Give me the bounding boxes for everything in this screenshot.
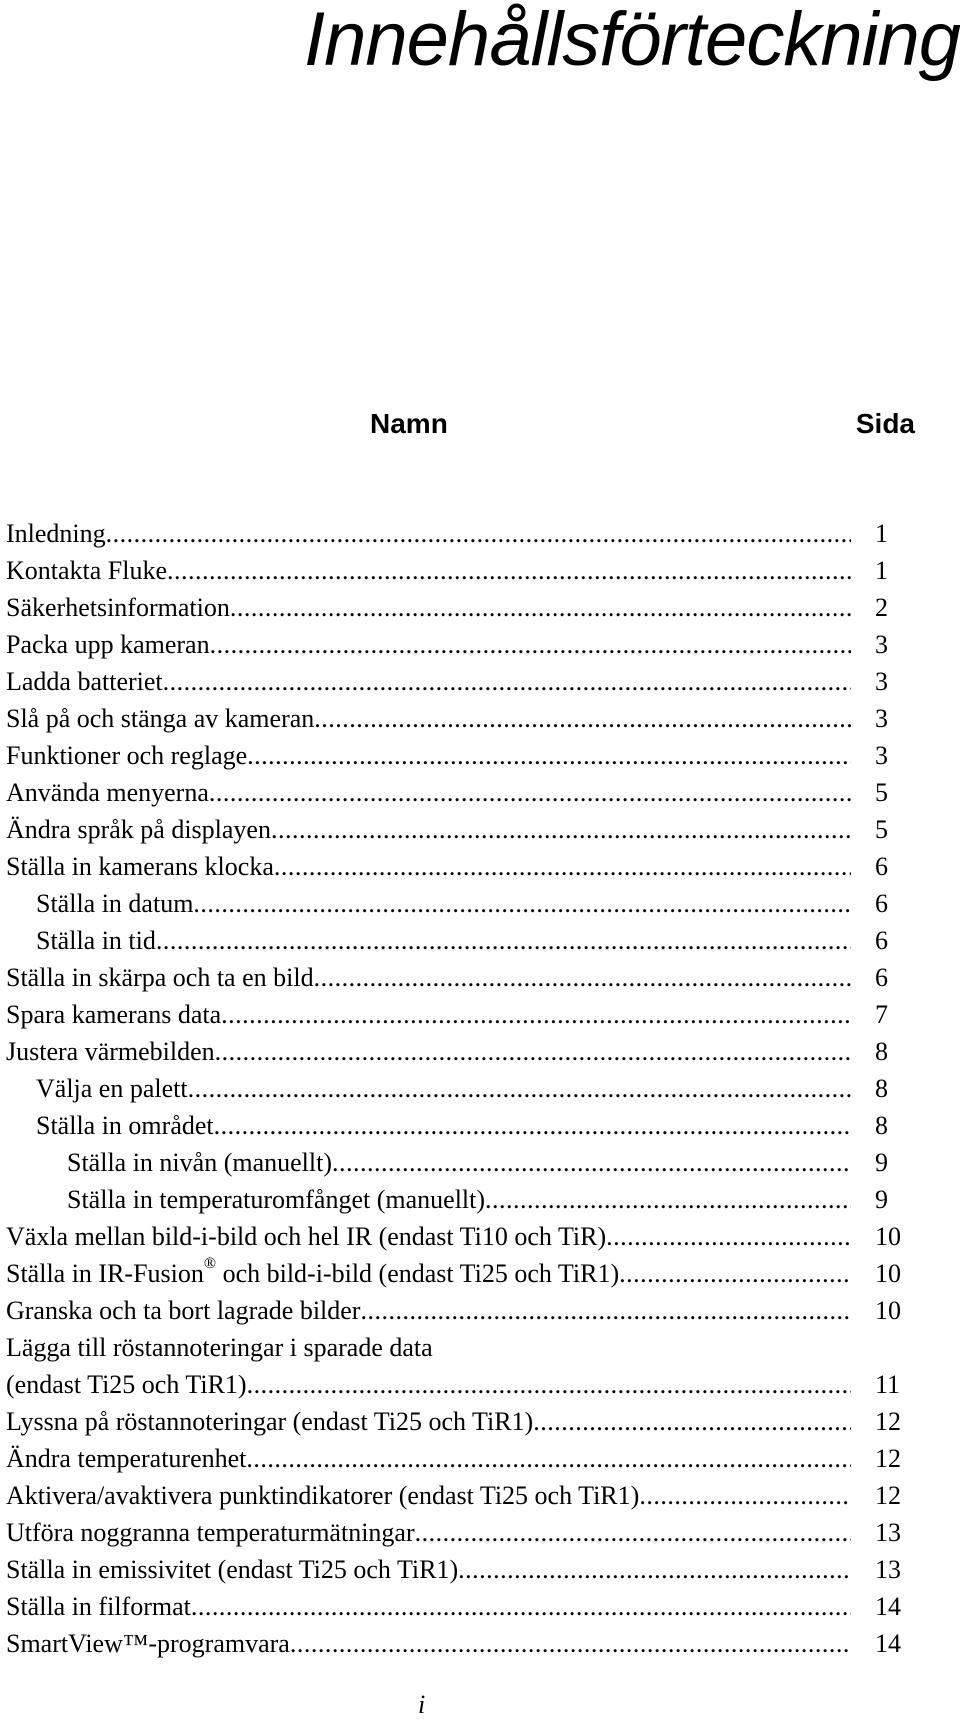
dot-leader bbox=[214, 1107, 851, 1144]
dot-leader bbox=[314, 700, 851, 737]
dot-leader bbox=[221, 996, 851, 1033]
registered-mark: ® bbox=[203, 1255, 217, 1273]
toc-entry[interactable] bbox=[0, 552, 960, 589]
dot-leader bbox=[209, 774, 851, 811]
dot-leader bbox=[533, 1403, 851, 1440]
toc-entry[interactable] bbox=[0, 1366, 960, 1403]
toc-entry-page: 12 bbox=[875, 1481, 901, 1510]
toc-entry-page: 9 bbox=[875, 1148, 888, 1177]
toc-entry[interactable] bbox=[0, 1625, 960, 1662]
dot-leader bbox=[215, 1033, 851, 1070]
toc-entry-page: 5 bbox=[875, 778, 888, 807]
toc-entry-label: Spara kamerans data bbox=[6, 1000, 222, 1029]
toc-entry-label: Ställa in temperaturomfånget (manuellt) bbox=[67, 1185, 486, 1214]
toc-entry[interactable] bbox=[0, 1514, 960, 1551]
toc-entry[interactable] bbox=[0, 996, 960, 1033]
toc-entry-page: 10 bbox=[875, 1222, 901, 1251]
toc-entry-label: Justera värmebilden bbox=[6, 1037, 215, 1066]
toc-entry-label: Ställa in filformat bbox=[6, 1592, 191, 1621]
dot-leader bbox=[274, 848, 851, 885]
toc-entry-label: Ställa in tid bbox=[36, 926, 156, 955]
toc-entry[interactable] bbox=[0, 737, 960, 774]
toc-entry-label: Kontakta Fluke bbox=[6, 556, 168, 585]
dot-leader bbox=[106, 515, 851, 552]
toc-entry-label: Ställa in nivån (manuellt) bbox=[67, 1148, 332, 1177]
dot-leader bbox=[314, 959, 851, 996]
dot-leader bbox=[619, 1255, 851, 1292]
dot-leader bbox=[193, 885, 851, 922]
page-number: i bbox=[418, 1690, 426, 1719]
toc-entry-page: 10 bbox=[875, 1259, 901, 1288]
toc-entry[interactable] bbox=[0, 1477, 960, 1514]
toc-entry-page: 6 bbox=[875, 889, 888, 918]
toc-entry-page: 9 bbox=[875, 1185, 888, 1214]
column-header-page: Sida bbox=[855, 408, 915, 439]
toc-entry-label: Aktivera/avaktivera punktindikatorer (endast Ti25 och TiR1) bbox=[6, 1481, 640, 1510]
toc-entry[interactable] bbox=[0, 515, 960, 552]
dot-leader bbox=[360, 1292, 851, 1329]
toc-entry[interactable] bbox=[0, 700, 960, 737]
toc-entry-page: 1 bbox=[875, 519, 888, 548]
toc-entry-label: Ställa in kamerans klocka bbox=[6, 852, 274, 881]
toc-entry-label: Växla mellan bild-i-bild och hel IR (endast Ti10 och TiR) bbox=[6, 1222, 607, 1251]
toc-entry-label: Välja en palett bbox=[36, 1074, 188, 1103]
toc-entry-label-line1: Lägga till röstannoteringar i sparade data bbox=[6, 1333, 433, 1362]
toc-entry-label: Använda menyerna bbox=[6, 778, 209, 807]
dot-leader bbox=[191, 1588, 851, 1625]
toc-subentry[interactable] bbox=[0, 1181, 960, 1218]
dot-leader bbox=[163, 663, 851, 700]
toc-entry-label: Lyssna på röstannoteringar (endast Ti25 och TiR1) bbox=[6, 1407, 534, 1436]
toc-entry-label: Packa upp kameran bbox=[6, 630, 210, 659]
dot-leader bbox=[332, 1144, 851, 1181]
toc-entry-page: 8 bbox=[875, 1111, 888, 1140]
toc-entry-page: 14 bbox=[875, 1592, 901, 1621]
toc-entry-label: Inledning bbox=[6, 519, 106, 548]
toc-entry-page: 7 bbox=[875, 1000, 888, 1029]
toc-entry-page: 6 bbox=[875, 926, 888, 955]
toc-entry[interactable] bbox=[0, 1588, 960, 1625]
toc-entry-label: Ställa in skärpa och ta en bild bbox=[6, 963, 314, 992]
toc-entry-page: 8 bbox=[875, 1074, 888, 1103]
toc-entry[interactable] bbox=[0, 1255, 960, 1292]
dot-leader bbox=[247, 737, 851, 774]
dot-leader bbox=[188, 1070, 851, 1107]
toc-entry-label: Ställa in området bbox=[36, 1111, 214, 1140]
toc-entry-label: Ställa in emissivitet (endast Ti25 och TiR1) bbox=[6, 1555, 459, 1584]
toc-subentry[interactable] bbox=[0, 885, 960, 922]
toc-entry-page: 13 bbox=[875, 1555, 901, 1584]
toc-entry-page: 12 bbox=[875, 1444, 901, 1473]
toc-entry-label: Ladda batteriet bbox=[6, 667, 163, 696]
toc-entry-label: Säkerhetsinformation bbox=[6, 593, 230, 622]
toc-entry-label: Ändra temperaturenhet bbox=[6, 1444, 247, 1473]
dot-leader bbox=[639, 1477, 851, 1514]
table-of-contents bbox=[0, 515, 960, 1662]
toc-entry[interactable] bbox=[0, 1403, 960, 1440]
toc-entry-label: Ställa in IR-Fusion® och bild-i-bild (endast Ti25 och TiR1) bbox=[6, 1255, 620, 1288]
toc-entry-label: (endast Ti25 och TiR1) bbox=[6, 1370, 247, 1399]
toc-entry-page: 1 bbox=[875, 556, 888, 585]
dot-leader bbox=[247, 1366, 851, 1403]
toc-entry-label: Utföra noggranna temperaturmätningar bbox=[6, 1518, 415, 1547]
toc-entry[interactable] bbox=[0, 1440, 960, 1477]
toc-entry-label: Funktioner och reglage bbox=[6, 741, 248, 770]
toc-entry-label: SmartView™-programvara bbox=[6, 1629, 290, 1658]
toc-entry-page: 11 bbox=[875, 1370, 901, 1399]
toc-entry-page: 3 bbox=[875, 704, 888, 733]
toc-entry[interactable] bbox=[0, 1033, 960, 1070]
dot-leader bbox=[230, 589, 851, 626]
toc-entry[interactable] bbox=[0, 589, 960, 626]
toc-entry[interactable] bbox=[0, 626, 960, 663]
toc-entry-page: 2 bbox=[875, 593, 888, 622]
toc-entry-label: Ändra språk på displayen bbox=[6, 815, 271, 844]
toc-entry[interactable] bbox=[0, 848, 960, 885]
dot-leader bbox=[167, 552, 851, 589]
dot-leader bbox=[271, 811, 851, 848]
column-header-name: Namn bbox=[370, 408, 448, 439]
toc-entry-page: 14 bbox=[875, 1629, 901, 1658]
dot-leader bbox=[485, 1181, 851, 1218]
toc-entry-page: 6 bbox=[875, 963, 888, 992]
toc-entry-label: Granska och ta bort lagrade bilder bbox=[6, 1296, 361, 1325]
toc-entry-page: 6 bbox=[875, 852, 888, 881]
toc-entry[interactable] bbox=[0, 811, 960, 848]
dot-leader bbox=[290, 1625, 851, 1662]
toc-entry[interactable] bbox=[0, 774, 960, 811]
toc-entry-page: 12 bbox=[875, 1407, 901, 1436]
toc-entry[interactable] bbox=[0, 1218, 960, 1255]
toc-subentry[interactable] bbox=[0, 1070, 960, 1107]
toc-entry[interactable] bbox=[0, 663, 960, 700]
toc-entry-page: 13 bbox=[875, 1518, 901, 1547]
toc-subentry[interactable] bbox=[0, 922, 960, 959]
dot-leader bbox=[210, 626, 851, 663]
toc-entry-page: 3 bbox=[875, 741, 888, 770]
toc-entry-label: Slå på och stänga av kameran bbox=[6, 704, 315, 733]
toc-entry[interactable] bbox=[0, 1292, 960, 1329]
toc-entry[interactable] bbox=[0, 1551, 960, 1588]
toc-entry[interactable] bbox=[0, 959, 960, 996]
dot-leader bbox=[458, 1551, 851, 1588]
toc-entry-page: 3 bbox=[875, 630, 888, 659]
toc-entry-page: 8 bbox=[875, 1037, 888, 1066]
toc-entry-label: Ställa in datum bbox=[36, 889, 194, 918]
dot-leader bbox=[415, 1514, 851, 1551]
toc-subentry[interactable] bbox=[0, 1144, 960, 1181]
dot-leader bbox=[156, 922, 851, 959]
toc-subentry[interactable] bbox=[0, 1107, 960, 1144]
dot-leader bbox=[246, 1440, 851, 1477]
toc-entry-first-line[interactable] bbox=[0, 1329, 960, 1366]
toc-entry-page: 5 bbox=[875, 815, 888, 844]
toc-entry-page: 10 bbox=[875, 1296, 901, 1325]
page-title: Innehållsförteckning bbox=[304, 0, 960, 82]
dot-leader bbox=[606, 1218, 851, 1255]
toc-entry-page: 3 bbox=[875, 667, 888, 696]
